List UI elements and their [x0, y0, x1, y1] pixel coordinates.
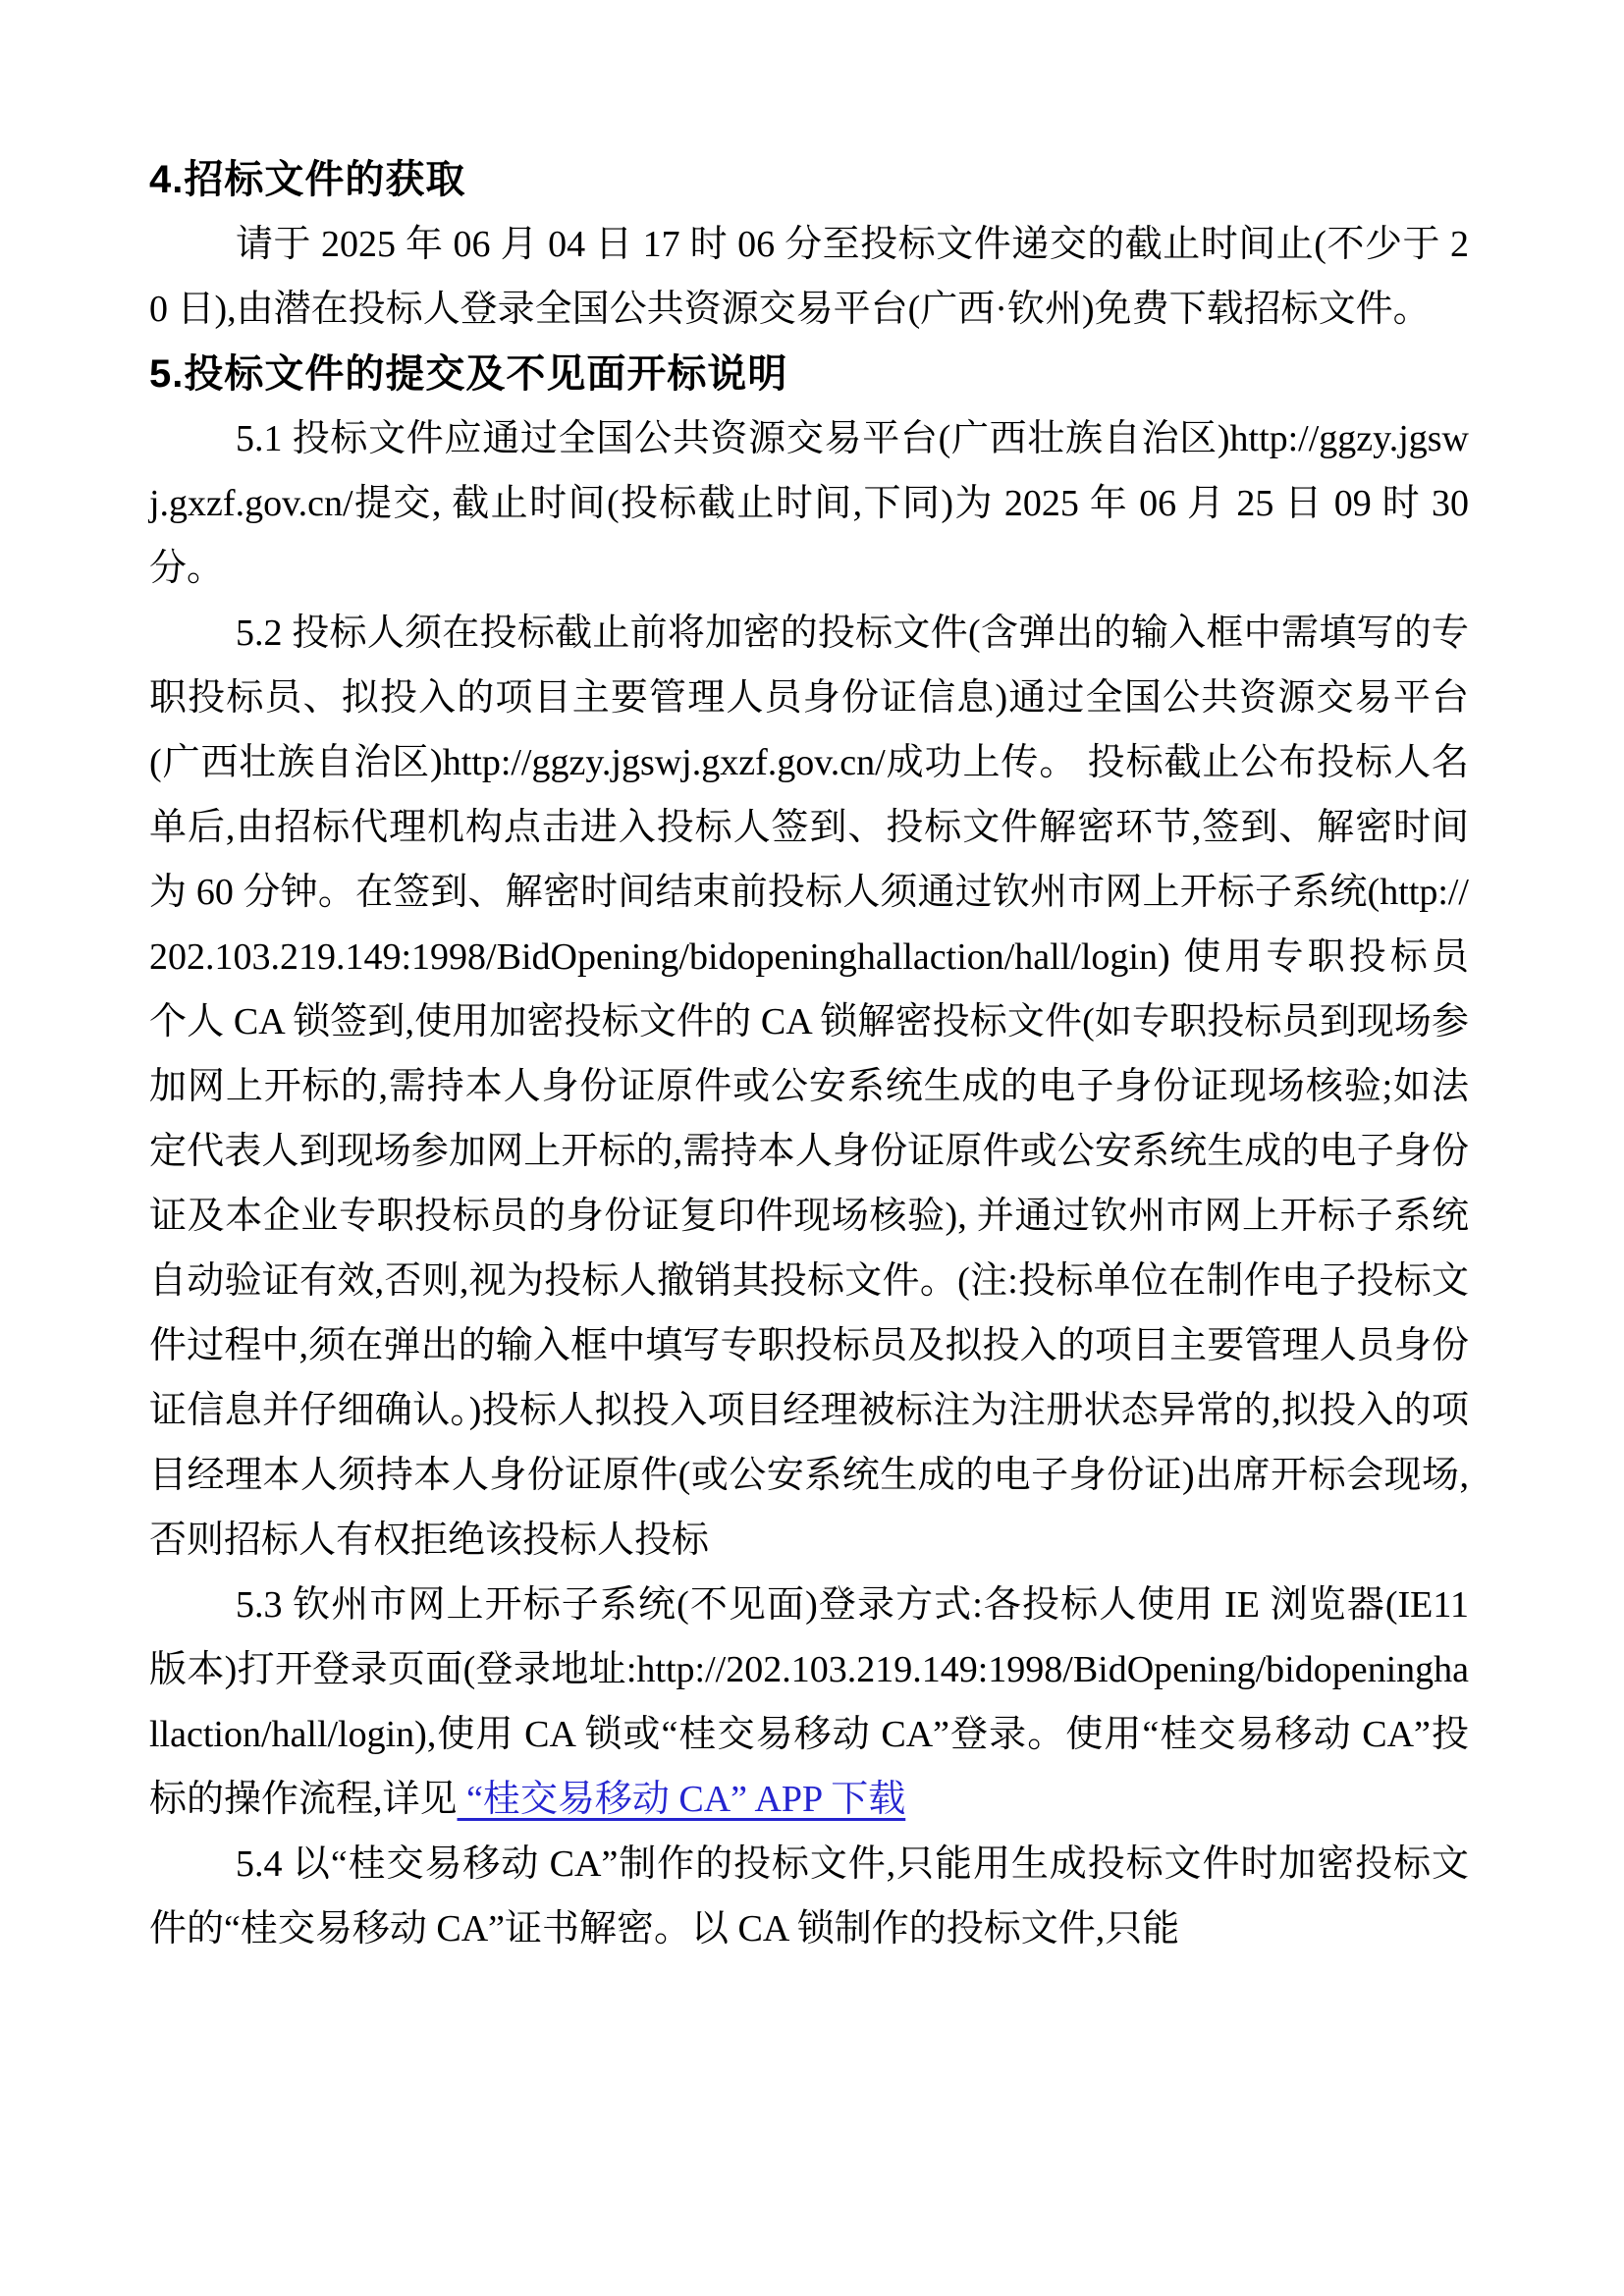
mobile-ca-app-download-link[interactable]: “桂交易移动 CA” APP 下载	[457, 1779, 906, 1820]
paragraph-5-4: 5.4 以“桂交易移动 CA”制作的投标文件,只能用生成投标文件时加密投标文件的“桂交易移动 CA”证书解密。以 CA 锁制作的投标文件,只能	[149, 1843, 1469, 1949]
paragraph-5-3-text: 5.3 钦州市网上开标子系统(不见面)登录方式:各投标人使用 IE 浏览器(IE11 版本)打开登录页面(登录地址:http://202.103.219.149:1998/BidOpening/bidopeninghallaction/hall/login),使用 CA 锁或“桂交易移动 CA”登录。使用“桂交易移动 CA”投标的操作流程,详见	[149, 1584, 1469, 1820]
section-heading-5-bid-submission-remote-opening: 5.投标文件的提交及不见面开标说明	[149, 352, 788, 396]
paragraph-5-3	[149, 1573, 1469, 1832]
paragraph-4-1: 请于 2025 年 06 月 04 日 17 时 06 分至投标文件递交的截止时间止(不少于 20 日),由潜在投标人登录全国公共资源交易平台(广西·钦州)免费下载招标文件。	[149, 224, 1469, 330]
paragraph-5-1: 5.1 投标文件应通过全国公共资源交易平台(广西壮族自治区)http://ggzy.jgswj.gxzf.gov.cn/提交, 截止时间(投标截止时间,下同)为 2025 年 06 月 25 日 09 时 30 分。	[149, 418, 1469, 589]
paragraph-5-2: 5.2 投标人须在投标截止前将加密的投标文件(含弹出的输入框中需填写的专职投标员、拟投入的项目主要管理人员身份证信息)通过全国公共资源交易平台(广西壮族自治区)http://ggzy.jgswj.gxzf.gov.cn/成功上传。 投标截止公布投标人名单后,由招标代理机构点击进入投标人签到、投标文件解密环节,签到、解密时间为 60 分钟。在签到、解密时间结束前投标人须通过钦州市网上开标子系统(http://202.103.219.149:1998/BidOpening/bidopeninghallaction/hall/login) 使用专职投标员个人 CA 锁签到,使用加密投标文件的 CA 锁解密投标文件(如专职投标员到现场参加网上开标的,需持本人身份证原件或公安系统生成的电子身份证现场核验;如法定代表人到现场参加网上开标的,需持本人身份证原件或公安系统生成的电子身份证及本企业专职投标员的身份证复印件现场核验), 并通过钦州市网上开标子系统自动验证有效,否则,视为投标人撤销其投标文件。(注:投标单位在制作电子投标文件过程中,须在弹出的输入框中填写专职投标员及拟投入的项目主要管理人员身份证信息并仔细确认。)投标人拟投入项目经理被标注为注册状态异常的,拟投入的项目经理本人须持本人身份证原件(或公安系统生成的电子身份证)出席开标会现场,否则招标人有权拒绝该投标人投标	[149, 613, 1469, 1561]
section-heading-4-tender-document-acquisition: 4.招标文件的获取	[149, 158, 466, 201]
